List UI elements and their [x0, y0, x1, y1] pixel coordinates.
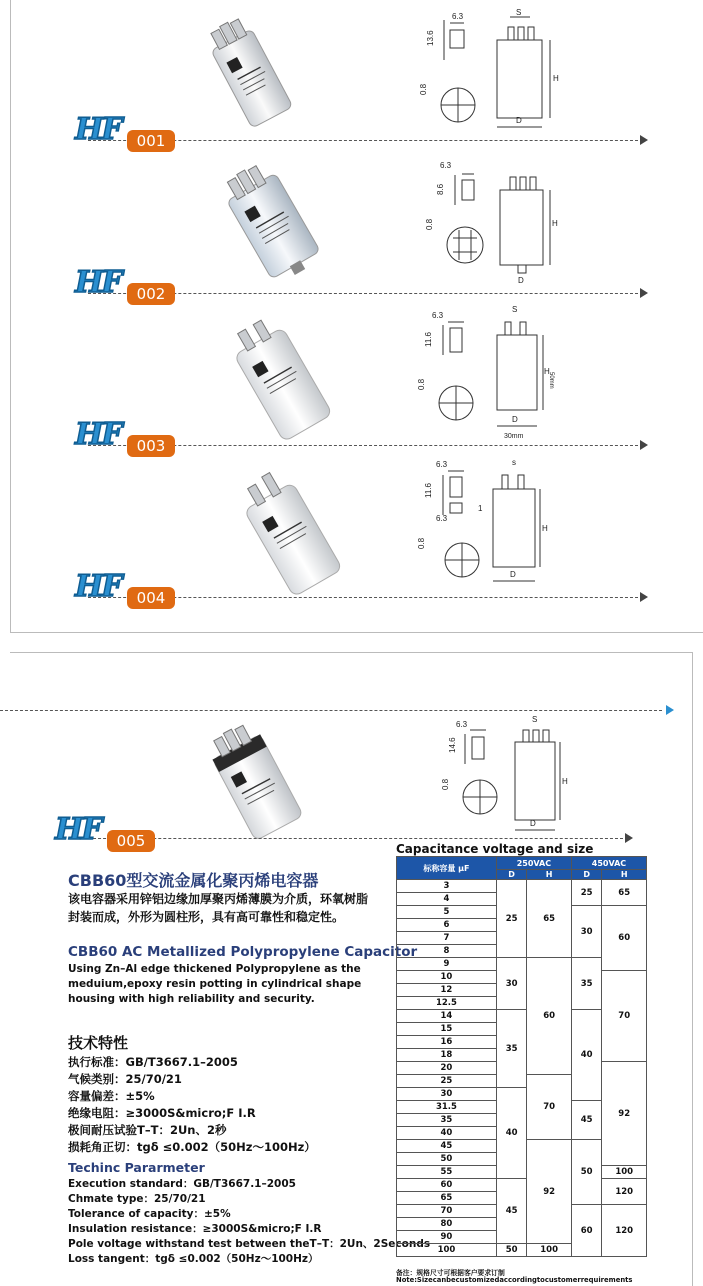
spec-item: Execution standard：GB/T3667.1–2005	[68, 1178, 296, 1190]
row-arrow	[640, 135, 648, 145]
product-code-badge	[75, 569, 180, 609]
cell-h-450v: 120	[602, 1205, 647, 1257]
dim-label: D	[512, 415, 518, 424]
dimension-drawing-002	[400, 150, 570, 285]
dim-label: 0.8	[419, 83, 428, 95]
row-arrow	[640, 592, 648, 602]
spec-list-cn	[68, 1054, 316, 1156]
cell-capacitance: 6	[397, 919, 497, 932]
spec-item: Chmate type：25/70/21	[68, 1193, 206, 1205]
cell-capacitance: 100	[397, 1244, 497, 1257]
cell-capacitance: 50	[397, 1153, 497, 1166]
header-250v: 250VAC	[496, 857, 571, 870]
cell-capacitance: 25	[397, 1075, 497, 1088]
cell-capacitance: 45	[397, 1140, 497, 1153]
cell-h-450v: 60	[602, 906, 647, 971]
product-description-cn: 该电容器采用锌铝边缘加厚聚丙烯薄膜为介质，环氧树脂封装而成，外形为圆柱形，具有高可靠性和稳定性。	[68, 892, 369, 924]
product-code-number: 002	[127, 283, 175, 305]
cell-capacitance: 12	[397, 984, 497, 997]
cell-capacitance: 10	[397, 971, 497, 984]
dim-label: 0.8	[417, 378, 426, 390]
cell-d-450v: 60	[571, 1205, 601, 1257]
dim-label: H	[553, 74, 559, 83]
dim-label: 6.3	[440, 161, 452, 170]
dimension-drawing-003	[417, 300, 580, 445]
dim-label: 0.8	[425, 218, 434, 230]
table-row	[397, 1179, 647, 1192]
cell-d-450v: 25	[571, 880, 601, 906]
cell-capacitance: 4	[397, 893, 497, 906]
cell-d-450v: 45	[571, 1101, 601, 1140]
dim-label: 11.6	[424, 332, 433, 347]
header-capacitance: 标称容量 µF	[397, 857, 497, 880]
capacitor-photo-004	[220, 465, 360, 595]
product-code-prefix: HF	[55, 812, 101, 847]
product-code-prefix: HF	[75, 265, 121, 300]
cell-h-250v: 100	[527, 1244, 572, 1257]
product-title-en: CBB60 AC Metallized Polypropylene Capacitor	[68, 944, 418, 960]
dimension-drawing-005	[420, 712, 580, 837]
dim-label: 6.3	[452, 12, 464, 21]
cell-capacitance: 18	[397, 1049, 497, 1062]
header-dimension: H	[602, 870, 647, 880]
cell-capacitance: 7	[397, 932, 497, 945]
dim-label: S	[532, 715, 538, 724]
row-arrow	[640, 440, 648, 450]
dim-label: 11.6	[424, 483, 433, 498]
capacitor-photo-003	[210, 310, 350, 440]
dim-label: H	[542, 524, 548, 533]
table-note: 备注：规格尺寸可根据客户要求订制 Note:Sizecanbecustomizedaccordingtocustomerrequirements	[396, 1269, 633, 1284]
product-code-badge	[75, 265, 180, 305]
product-code-badge	[75, 112, 180, 152]
dim-label: D	[516, 116, 522, 125]
dim-label: 6.3	[436, 514, 448, 523]
dim-label: S	[512, 305, 518, 314]
cell-capacitance: 55	[397, 1166, 497, 1179]
dim-label: 6.3	[436, 460, 448, 469]
product-code-number: 005	[107, 830, 155, 852]
cell-d-450v: 35	[571, 958, 601, 1010]
tech-heading-en: Techinc Pararmeter	[68, 1160, 205, 1175]
section-divider	[0, 710, 662, 711]
dim-label: D	[510, 570, 516, 579]
spec-list-en	[68, 1177, 430, 1267]
cell-capacitance: 40	[397, 1127, 497, 1140]
cell-h-250v: 60	[527, 958, 572, 1075]
row-arrow	[640, 288, 648, 298]
spec-item: 极间耐压试验T–T：2Un、2秒	[68, 1123, 227, 1137]
dim-label: H	[544, 367, 550, 376]
cell-capacitance: 31.5	[397, 1101, 497, 1114]
dim-label: 0.8	[441, 778, 450, 790]
cell-capacitance: 20	[397, 1062, 497, 1075]
cell-capacitance: 15	[397, 1023, 497, 1036]
cell-capacitance: 65	[397, 1192, 497, 1205]
cell-h-450v: 70	[602, 971, 647, 1062]
cell-d-250v: 35	[496, 1010, 526, 1088]
product-code-prefix: HF	[75, 417, 121, 452]
cell-capacitance: 80	[397, 1218, 497, 1231]
product-code-prefix: HF	[75, 112, 121, 147]
cell-h-450v: 92	[602, 1062, 647, 1166]
cell-capacitance: 12.5	[397, 997, 497, 1010]
cell-h-450v: 120	[602, 1179, 647, 1205]
dim-label: 14.6	[448, 737, 457, 753]
cell-d-250v: 30	[496, 958, 526, 1010]
spec-item: 气候类别：25/70/21	[68, 1072, 182, 1086]
table-title: Capacitance voltage and size	[396, 842, 594, 856]
header-dimension: D	[571, 870, 601, 880]
product-description-en: Using Zn–Al edge thickened Polypropylene as the meduium,epoxy resin potting in cylindrical shape housing with high reliability and security.	[68, 963, 362, 1005]
product-code-badge	[55, 812, 160, 852]
divider-arrow	[666, 705, 674, 715]
cell-capacitance: 30	[397, 1088, 497, 1101]
dim-label: 13.6	[426, 30, 435, 46]
cell-h-250v: 65	[527, 880, 572, 958]
row-divider	[88, 838, 623, 839]
dim-label: 1	[478, 504, 483, 513]
product-code-badge	[75, 417, 180, 457]
cell-d-450v: 40	[571, 1010, 601, 1101]
tech-heading-cn: 技术特性	[68, 1034, 129, 1052]
cell-d-250v: 40	[496, 1088, 526, 1179]
spec-item: Tolerance of capacity：±5%	[68, 1208, 231, 1220]
cell-capacitance: 16	[397, 1036, 497, 1049]
cell-d-250v: 45	[496, 1179, 526, 1244]
dim-label: 8.6	[436, 183, 445, 195]
cell-h-250v: 92	[527, 1140, 572, 1244]
cell-capacitance: 14	[397, 1010, 497, 1023]
dim-label: 6.3	[456, 720, 468, 729]
dim-label: 0.8	[417, 537, 426, 549]
dim-label: 6.3	[432, 311, 444, 320]
spec-item: 绝缘电阻：≥3000S&micro;F I.R	[68, 1106, 256, 1120]
product-code-number: 004	[127, 587, 175, 609]
header-dimension: H	[527, 870, 572, 880]
cell-capacitance: 70	[397, 1205, 497, 1218]
header-dimension: D	[496, 870, 526, 880]
capacitor-photo-005	[185, 720, 325, 840]
cell-d-450v: 30	[571, 906, 601, 958]
spec-item: Insulation resistance：≥3000S&micro;F I.R	[68, 1223, 322, 1235]
cell-capacitance: 9	[397, 958, 497, 971]
cell-d-450v: 50	[571, 1140, 601, 1205]
header-450v: 450VAC	[571, 857, 646, 870]
dim-label: H	[562, 777, 568, 786]
cell-capacitance: 90	[397, 1231, 497, 1244]
cell-capacitance: 8	[397, 945, 497, 958]
product-code-prefix: HF	[75, 569, 121, 604]
cell-h-250v: 70	[527, 1075, 572, 1140]
spec-item: Loss tangent：tgδ ≤0.002（50Hz～100Hz）	[68, 1253, 319, 1265]
cell-capacitance: 35	[397, 1114, 497, 1127]
dim-label: D	[530, 819, 536, 828]
dim-label: 50mm	[548, 372, 554, 389]
dimension-drawing-004	[417, 455, 580, 595]
product-title-cn: CBB60型交流金属化聚丙烯电容器	[68, 871, 319, 890]
spec-item: 损耗角正切：tgδ ≤0.002（50Hz～100Hz）	[68, 1140, 316, 1154]
product-code-number: 001	[127, 130, 175, 152]
dim-label: S	[516, 8, 522, 17]
spec-item: 执行标准：GB/T3667.1–2005	[68, 1055, 238, 1069]
cell-h-450v: 100	[602, 1166, 647, 1179]
capacitor-photo-002	[200, 160, 340, 280]
cell-d-250v: 25	[496, 880, 526, 958]
table-row	[397, 880, 647, 893]
capacitor-photo-001	[185, 15, 315, 130]
spec-item: Pole voltage withstand test between theT–T：2Un、2Seconds	[68, 1238, 431, 1250]
dim-label: D	[518, 276, 524, 285]
spec-item: 容量偏差：±5%	[68, 1089, 155, 1103]
dim-label: 30mm	[504, 433, 524, 440]
cell-capacitance: 5	[397, 906, 497, 919]
dimension-drawing-001	[400, 5, 570, 130]
capacitance-table	[396, 856, 647, 1257]
product-code-number: 003	[127, 435, 175, 457]
row-arrow	[625, 833, 633, 843]
cell-d-250v: 50	[496, 1244, 526, 1257]
cell-capacitance: 3	[397, 880, 497, 893]
dim-label: s	[512, 458, 516, 467]
cell-h-450v: 65	[602, 880, 647, 906]
dim-label: H	[552, 219, 558, 228]
cell-capacitance: 60	[397, 1179, 497, 1192]
